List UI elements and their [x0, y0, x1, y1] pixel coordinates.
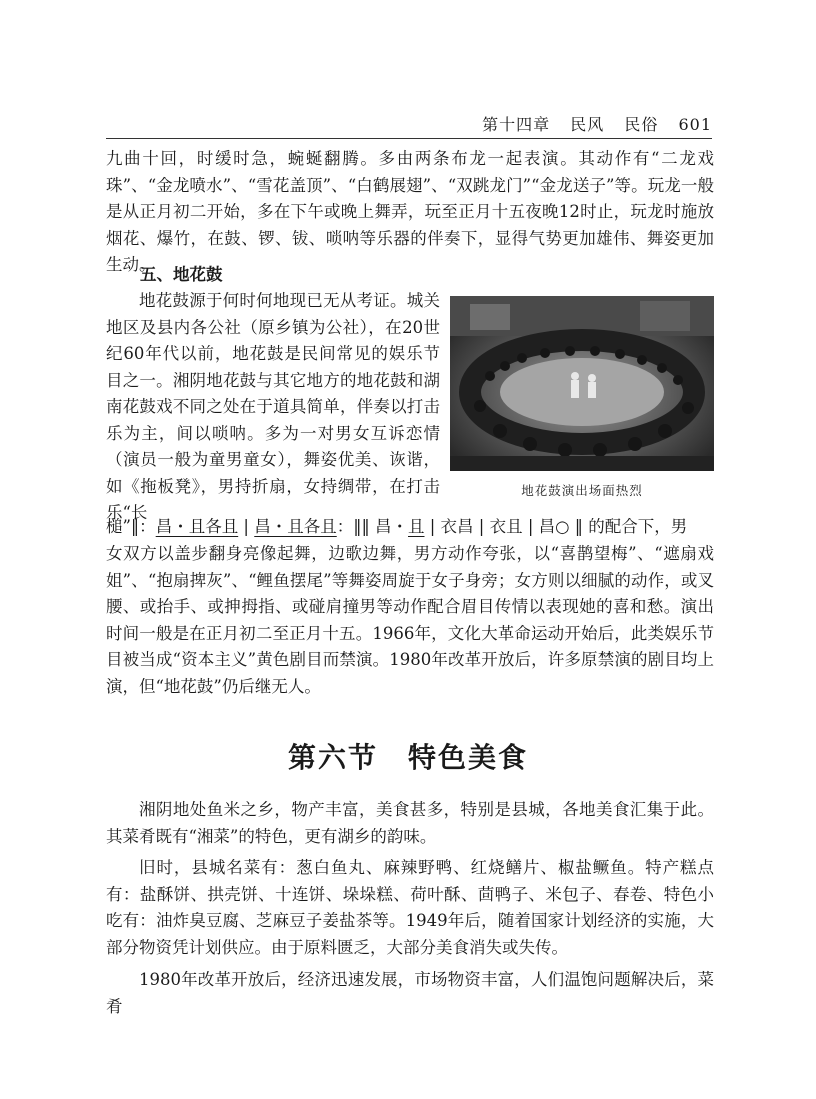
- paragraph-traditional-dishes: 旧时，县城名菜有：葱白鱼丸、麻辣野鸭、红烧鳝片、椒盐鳜鱼。特产糕点有：盐酥饼、拱壳饼、十连饼、垛垛糕、荷叶酥、茴鸭子、米包子、春卷、特色小吃有：油炸臭豆腐、芝麻豆子姜盐茶等。1949年后，随着国家计划经济的实施，大部分物资凭计划供应。由于原料匮乏，大部分美食消失或失传。: [106, 858, 714, 957]
- chapter-label: 第十四章: [482, 115, 551, 134]
- paragraph-cuisine-intro: 湘阴地处鱼米之乡，物产丰富，美食甚多，特别是县城，各地美食汇集于此。其菜肴既有“湘菜”的特色，更有湖乡的韵味。: [106, 800, 714, 846]
- score-rest: | 衣昌 | 衣且 | 昌○ ‖ 的配合下，男: [424, 517, 688, 536]
- header-topic-2: 民俗: [624, 115, 659, 134]
- score-mid: ：‖‖ 昌・: [336, 517, 408, 536]
- score-prefix: 槌”‖：: [106, 517, 156, 536]
- page-number: 601: [678, 115, 712, 134]
- score-underlined-3: 且: [408, 517, 425, 536]
- score-underlined-1: 昌・且各且: [155, 517, 239, 536]
- score-sep-1: |: [238, 517, 255, 536]
- score-underlined-2: 昌・且各且: [254, 517, 337, 536]
- performance-photo: [450, 296, 714, 471]
- photo-caption: 地花鼓演出场面热烈: [521, 483, 643, 498]
- running-header: [106, 112, 712, 139]
- header-topic-1: 民风: [570, 115, 605, 134]
- percussion-score-line: [106, 514, 714, 541]
- section-title: 第六节 特色美食: [287, 741, 528, 774]
- paragraph-dragon-dance: 九曲十回，时缓时急，蜿蜒翻腾。多由两条布龙一起表演。其动作有“二龙戏珠”、“金龙喷水”、“雪花盖顶”、“白鹤展翅”、“双跳龙门”“金龙送子”等。玩龙一般是从正月初二开始，多在下午或晚上舞弄，玩至正月十五夜晚12时止，玩龙时施放烟花、爆竹，在鼓、锣、钹、唢呐等乐器的伴奏下，显得气势更加雄伟、舞姿更加生动。: [106, 149, 714, 274]
- subheading-di-hua-gu: 五、地花鼓: [140, 265, 223, 284]
- paragraph-di-hua-gu-continued: 女双方以盖步翻身亮像起舞，边歌边舞，男方动作夸张，以“喜鹊望梅”、“遮扇戏姐”、“抱扇捭灰”、“鲤鱼摆尾”等舞姿周旋于女子身旁；女方则以细腻的动作，或叉腰、或抬手、或抻拇指、或碰肩撞男等动作配合眉目传情以表现她的喜和愁。演出时间一般是在正月初二至正月十五。1966年，文化大革命运动开始后，此类娱乐节目被当成“资本主义”黄色剧目而禁演。1980年改革开放后，许多原禁演的剧目均上演，但“地花鼓”仍后继无人。: [106, 544, 714, 696]
- paragraph-di-hua-gu-intro: 地花鼓源于何时何地现已无从考证。城关地区及县内各公社（原乡镇为公社），在20世纪60年代以前，地花鼓是民间常见的娱乐节目之一。湘阴地花鼓与其它地方的地花鼓和湖南花鼓戏不同之处在于道具简单，伴奏以打击乐为主，间以唢呐。多为一对男女互诉恋情（演员一般为童男童女），舞姿优美、诙谐，如《拖板凳》，男持折扇，女持绸带，在打击乐“长: [106, 291, 440, 522]
- paragraph-reform-era: 1980年改革开放后，经济迅速发展，市场物资丰富，人们温饱问题解决后，菜肴: [106, 970, 714, 1016]
